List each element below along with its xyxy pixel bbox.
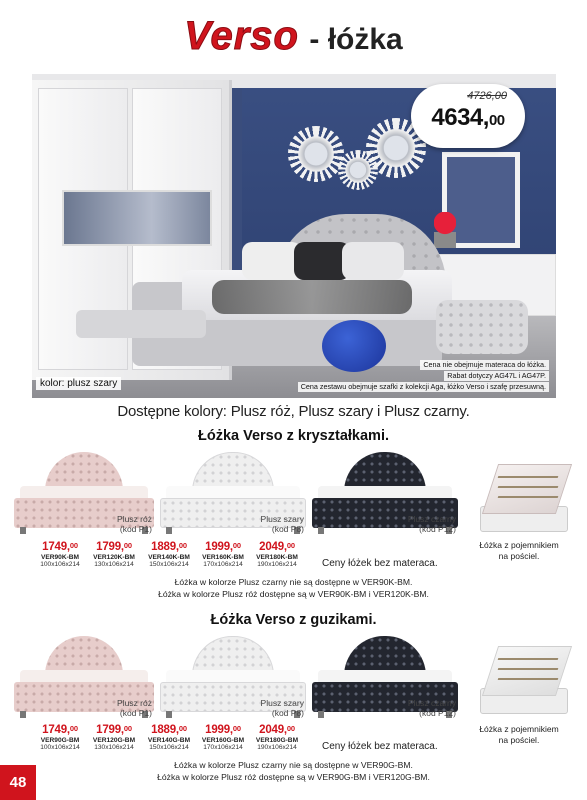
product-dimensions: 190x106x214	[257, 744, 297, 751]
new-price	[411, 104, 525, 132]
wardrobe-mirror	[62, 190, 212, 246]
color-tag-name: Plusz czarny	[407, 514, 456, 524]
product-code: VER180G-BM	[255, 737, 299, 744]
product-card	[140, 541, 198, 568]
product-code: VER160K-BM	[202, 554, 244, 561]
product-price	[248, 724, 306, 736]
hero-note: Cena zestawu obejmuje szafki z kolekcji Aga, łóżko Verso i szafę przesuwną.	[298, 382, 549, 392]
product-price	[31, 541, 89, 553]
color-tag-grey	[250, 514, 304, 534]
price-cents: 00	[232, 724, 241, 733]
price-cents: 00	[286, 541, 295, 550]
pillow	[242, 242, 302, 280]
color-tag-code: (kod P8)	[271, 524, 304, 534]
price-main: 1999,	[205, 541, 233, 553]
product-price	[85, 541, 143, 553]
price-cents: 00	[232, 541, 241, 550]
product-dimensions: 150x106x214	[149, 744, 189, 751]
product-price	[31, 724, 89, 736]
product-code: VER160G-BM	[201, 737, 245, 744]
availability-note: Łóżka w kolorze Plusz róż dostępne są w VER90K-BM i VER120K-BM.	[158, 589, 429, 599]
availability-note: Łóżka w kolorze Plusz czarny nie są dostępne w VER90G-BM.	[174, 760, 413, 770]
grey-pouf	[436, 300, 528, 354]
product-dimensions: 170x106x214	[203, 561, 243, 568]
price-main: 1889,	[151, 541, 179, 553]
new-price-main: 4634,	[431, 104, 489, 131]
product-card	[248, 541, 306, 568]
price-main: 1799,	[96, 724, 124, 736]
price-cents: 00	[178, 724, 187, 733]
available-colors: Dostępne kolory: Plusz róż, Plusz szary i Plusz czarny.	[117, 403, 470, 420]
section-title-buttons: Łóżka Verso z guzikami.	[210, 612, 377, 628]
section-title-crystals: Łóżka Verso z kryształkami.	[197, 428, 389, 444]
product-dimensions: 170x106x214	[203, 744, 243, 751]
color-tag-pink	[104, 514, 152, 534]
color-tag-grey	[250, 698, 304, 718]
price-main: 2049,	[259, 724, 287, 736]
price-main: 1749,	[42, 541, 70, 553]
color-tag-name: Plusz róż	[117, 514, 152, 524]
title-suffix: - łóżka	[309, 23, 403, 56]
product-card	[194, 724, 252, 751]
hero-note: Cena nie obejmuje materaca do łóżka.	[420, 360, 549, 370]
storage-label: Łóżka z pojemnikiem na pościel.	[479, 724, 559, 745]
price-cents: 00	[123, 724, 132, 733]
color-tag-name: Plusz szary	[260, 698, 304, 708]
price-cents: 00	[69, 724, 78, 733]
product-price	[140, 541, 198, 553]
price-main: 1749,	[42, 724, 70, 736]
product-dimensions: 130x106x214	[94, 744, 134, 751]
product-price	[194, 724, 252, 736]
product-dimensions: 150x106x214	[149, 561, 189, 568]
page-number: 48	[0, 765, 36, 800]
price-cents: 00	[178, 541, 187, 550]
availability-note: Łóżka w kolorze Plusz czarny nie są dostępne w VER90K-BM.	[174, 577, 413, 587]
price-cents: 00	[69, 541, 78, 550]
page-title	[0, 14, 587, 59]
old-price: 4726,00	[467, 90, 507, 102]
availability-note: Łóżka w kolorze Plusz róż dostępne są w VER90G-BM i VER120G-BM.	[157, 772, 430, 782]
fur-throw	[212, 280, 412, 314]
bench	[76, 310, 206, 338]
color-tag-black	[400, 698, 456, 718]
color-tag-code: (kod P12)	[419, 708, 456, 718]
product-dimensions: 190x106x214	[257, 561, 297, 568]
color-tag-code: (kod P1)	[119, 524, 152, 534]
product-code: VER90G-BM	[40, 737, 80, 744]
color-tag-code: (kod P8)	[271, 708, 304, 718]
price-main: 1999,	[205, 724, 233, 736]
brand-name: Verso	[184, 14, 299, 58]
product-card	[85, 541, 143, 568]
product-card	[85, 724, 143, 751]
product-code: VER120G-BM	[92, 737, 136, 744]
blue-pouf	[322, 320, 386, 372]
product-price	[85, 724, 143, 736]
product-dimensions: 130x106x214	[94, 561, 134, 568]
product-code: VER140G-BM	[147, 737, 191, 744]
product-dimensions: 100x106x214	[40, 561, 80, 568]
price-main: 2049,	[259, 541, 287, 553]
color-tag-code: (kod P1)	[119, 708, 152, 718]
color-tag-code: (kod P12)	[419, 524, 456, 534]
hero-color-label: kolor: plusz szary	[36, 377, 121, 390]
product-dimensions: 100x106x214	[40, 744, 80, 751]
product-card	[31, 724, 89, 751]
sunburst-mirror	[288, 126, 344, 182]
product-price	[248, 541, 306, 553]
price-main: 1889,	[151, 724, 179, 736]
price-cents: 00	[286, 724, 295, 733]
color-tag-black	[400, 514, 456, 534]
pillow	[342, 242, 404, 280]
price-main: 1799,	[96, 541, 124, 553]
product-card	[31, 541, 89, 568]
product-card	[248, 724, 306, 751]
product-code: VER180K-BM	[256, 554, 298, 561]
product-price	[194, 541, 252, 553]
storage-bed-image	[480, 640, 568, 720]
color-tag-name: Plusz szary	[260, 514, 304, 524]
no-mattress-note: Ceny łóżek bez materaca.	[322, 558, 438, 569]
flower-vase	[434, 212, 456, 248]
product-price	[140, 724, 198, 736]
color-tag-pink	[104, 698, 152, 718]
product-card	[140, 724, 198, 751]
color-tag-name: Plusz róż	[117, 698, 152, 708]
product-code: VER140K-BM	[148, 554, 190, 561]
product-card	[194, 541, 252, 568]
hero-note: Rabat dotyczy AG47L i AG47P.	[444, 371, 549, 381]
color-tag-name: Plusz czarny	[407, 698, 456, 708]
product-code: VER120K-BM	[93, 554, 135, 561]
storage-label: Łóżka z pojemnikiem na pościel.	[479, 540, 559, 561]
price-cents: 00	[123, 541, 132, 550]
storage-bed-image	[480, 458, 568, 538]
no-mattress-note: Ceny łóżek bez materaca.	[322, 741, 438, 752]
set-price-badge	[411, 84, 525, 148]
new-price-cents: 00	[488, 112, 505, 129]
product-code: VER90K-BM	[40, 554, 80, 561]
